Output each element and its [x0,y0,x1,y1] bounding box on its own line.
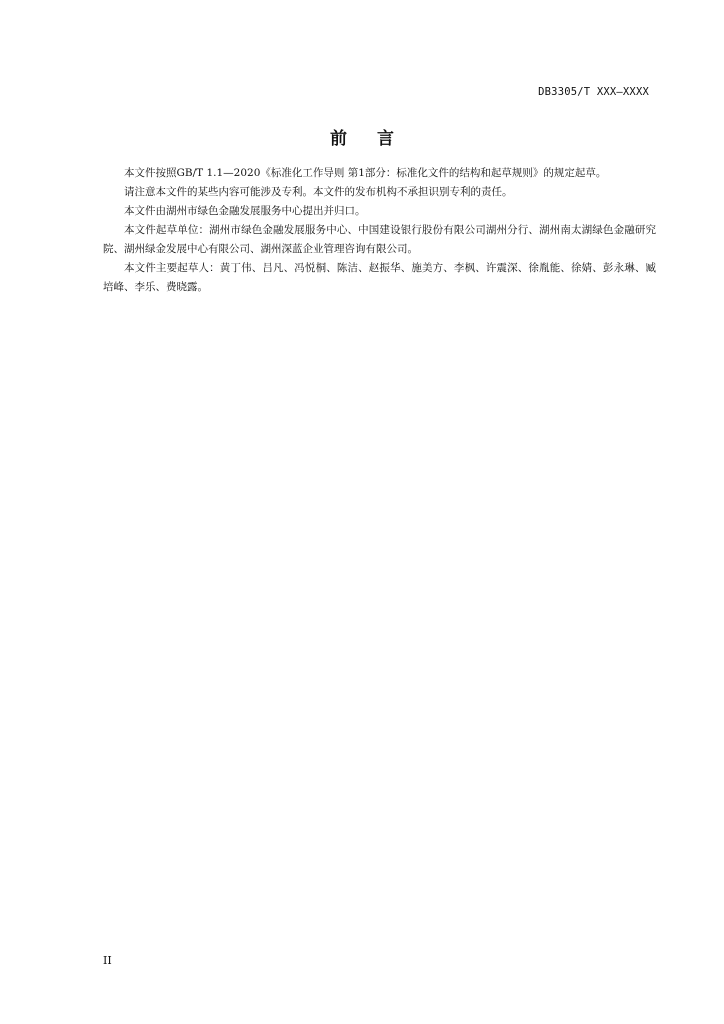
title-char-2: 言 [377,129,394,149]
title-char-1: 前 [330,129,347,149]
paragraph-drafting-rules: 本文件按照GB/T 1.1—2020《标准化工作导则 第1部分：标准化文件的结构和起草规则》的规定起草。 [124,167,607,179]
paragraph-drafting-units: 本文件起草单位：湖州市绿色金融发展服务中心、中国建设银行股份有限公司湖州分行、湖州南太湖绿色金融研究院、湖州绿金发展中心有限公司、湖州深蓝企业管理咨询有限公司。 [103,224,656,255]
document-code: DB3305/T XXX—XXXX [538,86,649,98]
foreword-body [103,164,656,297]
paragraph-proposer: 本文件由湖州市绿色金融发展服务中心提出并归口。 [124,205,366,217]
page-number: II [103,954,112,967]
paragraph-drafters: 本文件主要起草人：黄丁伟、吕凡、冯悦桐、陈洁、赵振华、施美方、李枫、许震深、徐胤能、徐婧、彭永琳、臧培峰、李乐、费晓露。 [103,262,656,293]
paragraph-patent-notice: 请注意本文件的某些内容可能涉及专利。本文件的发布机构不承担识别专利的责任。 [124,186,513,198]
page-title [0,124,724,149]
